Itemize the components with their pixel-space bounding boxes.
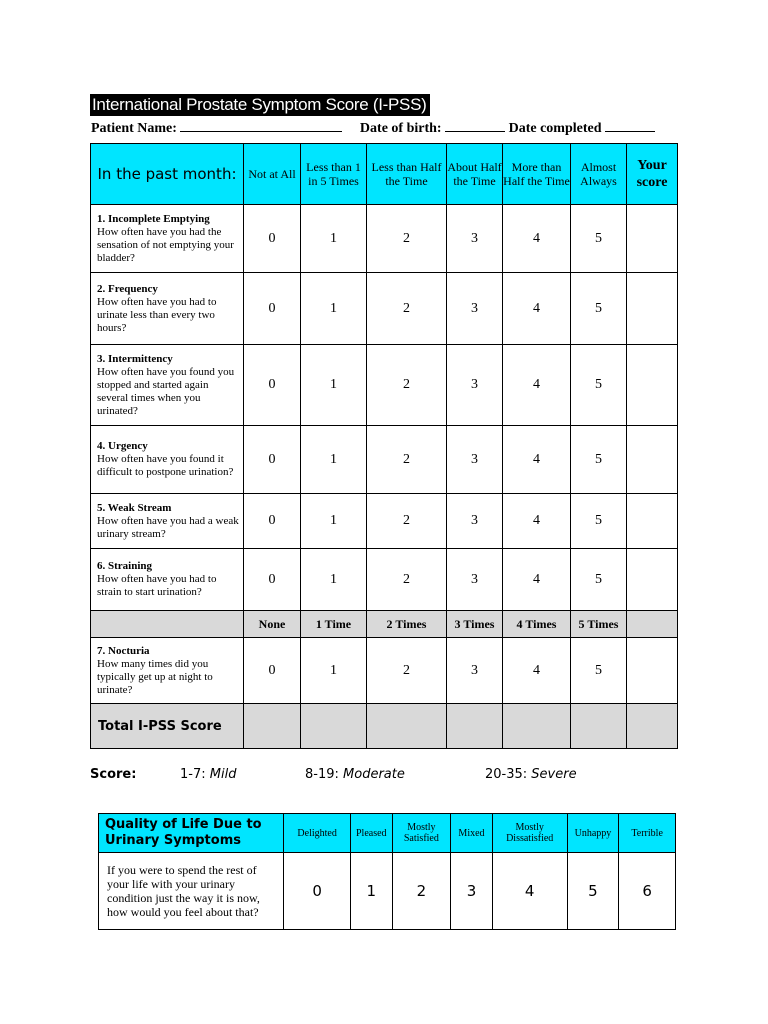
question-row-straining [91, 549, 678, 611]
your-score-cell[interactable] [627, 426, 678, 494]
question-text: How often have you had a weak urinary stream? [97, 514, 239, 540]
question-row-urgency [91, 426, 678, 494]
score-option[interactable]: 0 [244, 549, 301, 611]
qol-score-option[interactable]: 6 [619, 853, 676, 930]
question-row-frequency [91, 273, 678, 345]
qol-header-delighted: Delighted [284, 814, 351, 853]
total-cell [571, 704, 627, 749]
qol-header-terrible: Terrible [619, 814, 676, 853]
score-option[interactable]: 0 [244, 345, 301, 426]
score-option[interactable]: 4 [503, 426, 571, 494]
score-option[interactable]: 3 [447, 549, 503, 611]
score-legend [90, 765, 690, 785]
score-option[interactable]: 3 [447, 273, 503, 345]
score-option[interactable]: 3 [447, 426, 503, 494]
score-mild: 1-7: Mild [180, 767, 237, 782]
qol-score-option[interactable]: 1 [351, 853, 393, 930]
header-in-past-month: In the past month: [91, 144, 244, 205]
qol-score-option[interactable]: 0 [284, 853, 351, 930]
header-not-at-all: Not at All [244, 144, 301, 205]
header-4-times: 4 Times [503, 611, 571, 638]
header-5-times: 5 Times [571, 611, 627, 638]
score-option[interactable]: 2 [367, 345, 447, 426]
score-option[interactable]: 2 [367, 494, 447, 549]
total-cell [244, 704, 301, 749]
total-cell [367, 704, 447, 749]
nocturia-header-row [91, 611, 678, 638]
score-option[interactable]: 2 [367, 426, 447, 494]
score-option[interactable]: 1 [301, 494, 367, 549]
score-option[interactable]: 5 [571, 494, 627, 549]
question-cell [91, 426, 244, 494]
qol-header-mostly-dissatisfied: Mostly Dissatisfied [492, 814, 567, 853]
header-3-times: 3 Times [447, 611, 503, 638]
score-option[interactable]: 4 [503, 549, 571, 611]
question-text: How many times did you typically get up at night to urinate? [97, 657, 213, 696]
header-1-time: 1 Time [301, 611, 367, 638]
header-less-than-1-in-5: Less than 1 in 5 Times [301, 144, 367, 205]
qol-score-option[interactable]: 4 [492, 853, 567, 930]
score-option[interactable]: 5 [571, 345, 627, 426]
header-2-times: 2 Times [367, 611, 447, 638]
score-severe: 20-35: Severe [485, 767, 577, 782]
total-cell [301, 704, 367, 749]
score-option[interactable]: 5 [571, 638, 627, 704]
dob-label: Date of birth: [359, 121, 442, 136]
dob-field[interactable] [445, 117, 505, 132]
score-option[interactable]: 5 [571, 549, 627, 611]
total-cell [503, 704, 571, 749]
score-option[interactable]: 0 [244, 638, 301, 704]
score-option[interactable]: 3 [447, 205, 503, 273]
qol-header-pleased: Pleased [351, 814, 393, 853]
score-option[interactable]: 0 [244, 494, 301, 549]
header-less-than-half: Less than Half the Time [367, 144, 447, 205]
score-moderate: 8-19: Moderate [305, 767, 405, 782]
question-text: How often have you found it difficult to postpone urination? [97, 453, 234, 478]
question-cell [91, 345, 244, 426]
quality-of-life-table [98, 813, 676, 930]
your-score-cell[interactable] [627, 273, 678, 345]
question-title: 5. Weak Stream [97, 501, 172, 514]
question-title: 2. Frequency [97, 282, 158, 295]
patient-name-field[interactable] [180, 117, 342, 132]
question-title: 6. Straining [97, 560, 153, 572]
score-option[interactable]: 5 [571, 273, 627, 345]
ipss-table [90, 143, 678, 749]
total-row [91, 704, 678, 749]
score-option[interactable]: 1 [301, 426, 367, 494]
score-option[interactable]: 2 [367, 549, 447, 611]
your-score-cell[interactable] [627, 638, 678, 704]
score-option[interactable]: 3 [447, 494, 503, 549]
score-option[interactable]: 1 [301, 549, 367, 611]
question-title: 1. Incomplete Emptying [97, 212, 210, 225]
your-score-cell[interactable] [627, 494, 678, 549]
your-score-cell[interactable] [627, 549, 678, 611]
qol-score-option[interactable]: 5 [567, 853, 619, 930]
date-completed-field[interactable] [605, 117, 655, 132]
total-ipss-label: Total I-PSS Score [91, 704, 244, 749]
question-row-weak-stream [91, 494, 678, 549]
qol-title: Quality of Life Due to Urinary Symptoms [99, 814, 284, 853]
score-option[interactable]: 1 [301, 638, 367, 704]
qol-score-option[interactable]: 2 [392, 853, 451, 930]
your-score-cell[interactable] [627, 205, 678, 273]
question-row-intermittency [91, 345, 678, 426]
header-none: None [244, 611, 301, 638]
score-legend-label: Score: [90, 767, 137, 782]
score-option[interactable]: 4 [503, 494, 571, 549]
score-option[interactable]: 0 [244, 273, 301, 345]
score-option[interactable]: 3 [447, 638, 503, 704]
score-option[interactable]: 2 [367, 273, 447, 345]
score-option[interactable]: 5 [571, 205, 627, 273]
score-option[interactable]: 1 [301, 345, 367, 426]
score-option[interactable]: 2 [367, 638, 447, 704]
blank-header-cell [627, 611, 678, 638]
qol-score-option[interactable]: 3 [451, 853, 493, 930]
patient-name-label: Patient Name: [91, 121, 177, 136]
qol-header-unhappy: Unhappy [567, 814, 619, 853]
blank-header-cell [91, 611, 244, 638]
score-option[interactable]: 4 [503, 345, 571, 426]
score-option[interactable]: 4 [503, 205, 571, 273]
question-text: How often have you had to urinate less than every two hours? [97, 295, 217, 334]
question-text: How often have you had to strain to start urination? [97, 573, 217, 598]
question-title: 3. Intermittency [97, 352, 173, 365]
score-option[interactable]: 4 [503, 638, 571, 704]
question-text: How often have you found you stopped and started again several times when you urinated? [97, 365, 235, 417]
question-cell [91, 549, 244, 611]
date-completed-label: Date completed [508, 121, 602, 136]
question-title: 4. Urgency [97, 440, 148, 452]
ipss-header-row [91, 144, 678, 205]
header-your-score: Your score [627, 144, 678, 205]
score-option[interactable]: 0 [244, 205, 301, 273]
header-almost-always: Almost Always [571, 144, 627, 205]
header-more-than-half: More than Half the Time [503, 144, 571, 205]
question-title: 7. Nocturia [97, 644, 150, 657]
your-score-cell[interactable] [627, 345, 678, 426]
score-option[interactable]: 0 [244, 426, 301, 494]
qol-header-mixed: Mixed [451, 814, 493, 853]
question-row-incomplete-emptying [91, 205, 678, 273]
form-title: International Prostate Symptom Score (I-PSS) [90, 94, 430, 116]
qol-question: If you were to spend the rest of your life with your urinary condition just the way it is now, how would you feel about that? [99, 853, 284, 930]
score-option[interactable]: 4 [503, 273, 571, 345]
score-option[interactable]: 1 [301, 273, 367, 345]
total-cell [447, 704, 503, 749]
question-cell [91, 494, 244, 549]
patient-info-line [91, 117, 681, 137]
question-row-nocturia [91, 638, 678, 704]
question-cell [91, 273, 244, 345]
total-score-cell[interactable] [627, 704, 678, 749]
score-option[interactable]: 2 [367, 205, 447, 273]
qol-question-row [99, 853, 676, 930]
score-option[interactable]: 1 [301, 205, 367, 273]
qol-header-row [99, 814, 676, 853]
header-about-half: About Half the Time [447, 144, 503, 205]
question-cell [91, 205, 244, 273]
score-option[interactable]: 5 [571, 426, 627, 494]
score-option[interactable]: 3 [447, 345, 503, 426]
qol-header-mostly-satisfied: Mostly Satisfied [392, 814, 451, 853]
question-cell [91, 638, 244, 704]
question-text: How often have you had the sensation of not emptying your bladder? [97, 225, 234, 264]
